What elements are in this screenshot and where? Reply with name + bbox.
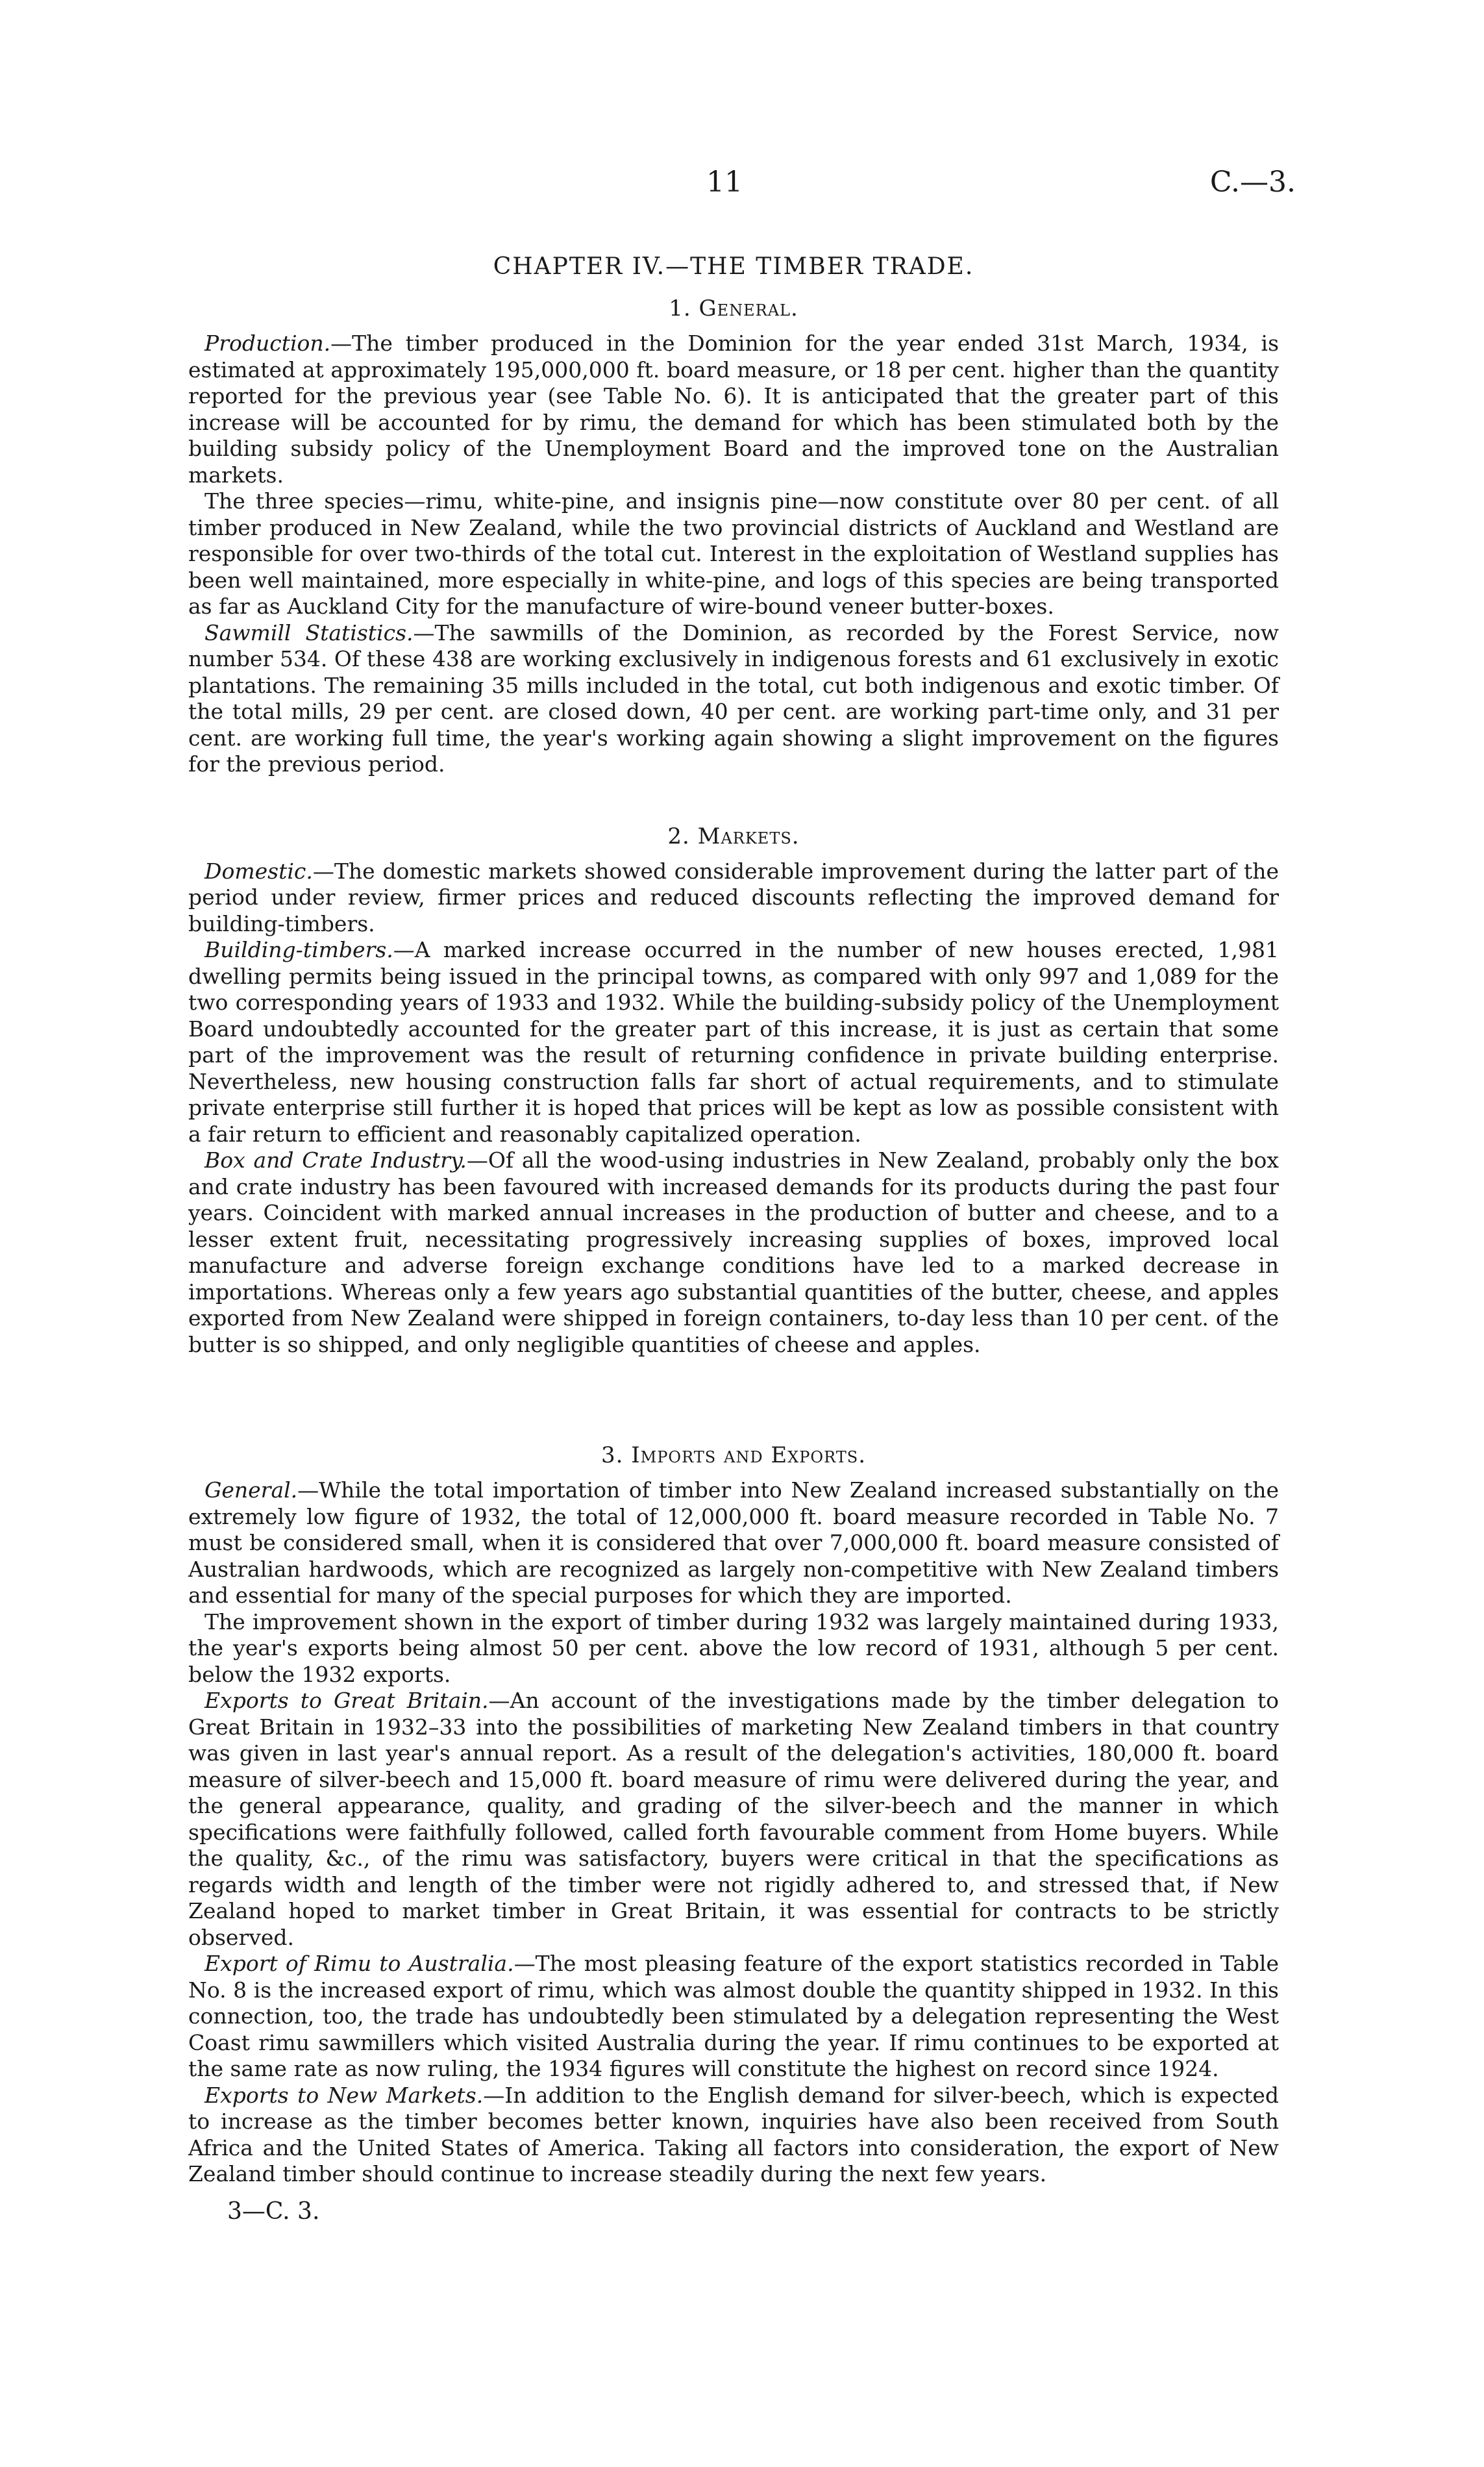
paragraph-text: —A marked increase occurred in the number of new houses erected, 1,981 dwelling permits being issued in the principal towns, as compared with only 997 and 1,089 for the two corresponding years of 1933 and 1932. While the building-subsidy policy of the Unemployment Board undoubtedly accounted for the greater part of this increase, it is just as certain that some part of the improvement was the result of returning confidence in private building enterprise. Nevertheless, new housing construction falls far short of actual requirements, and to stimulate private enterprise still further it is hoped that prices will be kept as low as possible consistent with a fair return to efficient and reasonably capitalized operation. xyxy=(188,937,1279,1147)
paragraph-lead: Exports to Great Britain. xyxy=(204,1688,489,1713)
paragraph-text: The three species—rimu, white-pine, and insignis pine—now constitute over 80 per cent. of all timber produced in New Zealand, while the two provincial districts of Auckland and Westland are responsible for over two-thirds of the total cut. Interest in the exploitation of Westland supplies has been well maintained, more especially in white-pine, and logs of this species are being transported as far as Auckland City for the manufacture of wire-bound veneer butter-boxes. xyxy=(188,488,1279,619)
paragraph-general xyxy=(188,1477,1279,1609)
paragraph-lead: General. xyxy=(204,1477,298,1503)
paragraph-text: —The domestic markets showed considerable improvement during the latter part of the period under review, firmer prices and reduced discounts reflecting the improved demand for building-timbers. xyxy=(188,858,1279,936)
paragraph-text: The improvement shown in the export of timber during 1932 was largely maintained during 1933, the year's exports being almost 50 per cent. above the low record of 1931, although 5 per cent. below the 1932 exports. xyxy=(188,1609,1279,1687)
paragraph-text: —While the total importation of timber into New Zealand increased substantially on the extremely low figure of 1932, the total of 12,000,000 ft. board measure recorded in Table No. 7 must be considered small, when it is considered that over 7,000,000 ft. board measure consisted of Australian hardwoods, which are recognized as largely non-competitive with New Zealand timbers and essential for many of the special purposes for which they are imported. xyxy=(188,1477,1279,1608)
document-code: C.—3. xyxy=(1209,166,1296,199)
paragraph-lead: Domestic. xyxy=(204,858,313,884)
paragraph-domestic xyxy=(188,858,1279,938)
paragraph-sawmill-statistics xyxy=(188,620,1279,778)
chapter-title: CHAPTER IV.—THE TIMBER TRADE. xyxy=(493,253,974,280)
paragraph-export-improvement xyxy=(188,1609,1279,1688)
paragraph-text: —The timber produced in the Dominion for the year ended 31st March, 1934, is estimated at approximately 195,000,000 ft. board measure, or 18 per cent. higher than the quantity reported for the previous year (see Table No. 6). It is anticipated that the greater part of this increase will be accounted for by rimu, the demand for which has been stimulated both by the building subsidy policy of the Unemployment Board and the improved tone on the Australian markets. xyxy=(188,331,1279,488)
paragraph-text: —In addition to the English demand for silver-beech, which is expected to increase as the timber becomes better known, inquiries have also been received from South Africa and the United States of America. Taking all factors into consideration, the export of New Zealand timber should continue to increase steadily during the next few years. xyxy=(188,2082,1279,2186)
paragraph-lead: Building-timbers. xyxy=(204,937,393,962)
paragraph-lead: Box and Crate Industry. xyxy=(204,1147,467,1173)
paragraph-text: —An account of the investigations made by the timber delegation to Great Britain in 1932–33 into the possibilities of marketing New Zealand timbers in that country was given in last year's annual report. As a result of the delegation's activities, 180,000 ft. board measure of silver-beech and 15,000 ft. board measure of rimu were delivered during the year, and the general appearance, quality, and grading of the silver-beech and the manner in which specifications were faithfully followed, called forth favourable comment from Home buyers. While the quality, &c., of the rimu was satisfactory, buyers were critical in that the specifications as regards width and length of the timber were not rigidly adhered to, and stressed that, if New Zealand hoped to market timber in Great Britain, it was essential for contracts to be strictly observed. xyxy=(188,1688,1279,1950)
paragraph-lead: Sawmill Statistics. xyxy=(204,620,414,645)
paragraph-text: —The most pleasing feature of the export statistics recorded in Table No. 8 is the increased export of rimu, which was almost double the quantity shipped in 1932. In this connection, too, the trade has undoubtedly been stimulated by a delegation representing the West Coast rimu sawmillers which visited Australia during the year. If rimu continues to be exported at the same rate as now ruling, the 1934 figures will constitute the highest on record since 1924. xyxy=(188,1951,1279,2081)
paragraph-building-timbers xyxy=(188,937,1279,1147)
paragraph-box-crate-industry xyxy=(188,1147,1279,1358)
section-heading-markets: 2. Markets. xyxy=(667,823,800,849)
paragraph-lead: Exports to New Markets. xyxy=(204,2082,484,2108)
page-signature: 3—C. 3. xyxy=(227,2198,320,2225)
paragraph-lead: Production. xyxy=(204,331,331,356)
document-body xyxy=(188,253,1279,2225)
paragraph-text: —The sawmills of the Dominion, as recorded by the Forest Service, now number 534. Of these 438 are working exclusively in indigenous forests and 61 exclusively in exotic plantations. The remaining 35 mills included in the total, cut both indigenous and exotic timber. Of the total mills, 29 per cent. are closed down, 40 per cent. are working part-time only, and 31 per cent. are working full time, the year's working again showing a slight improvement on the figures for the previous period. xyxy=(188,620,1279,777)
paragraph-text: —Of all the wood-using industries in New Zealand, probably only the box and crate industry has been favoured with increased demands for its products during the past four years. Coincident with marked annual increases in the production of butter and cheese, and to a lesser extent fruit, necessitating progressively increasing supplies of boxes, improved local manufacture and adverse foreign exchange conditions have led to a marked decrease in importations. Whereas only a few years ago substantial quantities of the butter, cheese, and apples exported from New Zealand were shipped in foreign containers, to-day less than 10 per cent. of the butter is so shipped, and only negligible quantities of cheese and apples. xyxy=(188,1147,1279,1357)
paragraph-exports-great-britain xyxy=(188,1688,1279,1951)
paragraph-export-rimu-australia xyxy=(188,1951,1279,2083)
paragraph-species xyxy=(188,488,1279,620)
page-number: 11 xyxy=(706,166,743,199)
section-heading-general: 1. General. xyxy=(669,295,798,321)
paragraph-exports-new-markets xyxy=(188,2083,1279,2188)
section-heading-imports-exports: 3. Imports and Exports. xyxy=(601,1442,866,1468)
paragraph-production xyxy=(188,331,1279,488)
page-header xyxy=(0,166,1484,205)
paragraph-lead: Export of Rimu to Australia. xyxy=(204,1951,514,1976)
